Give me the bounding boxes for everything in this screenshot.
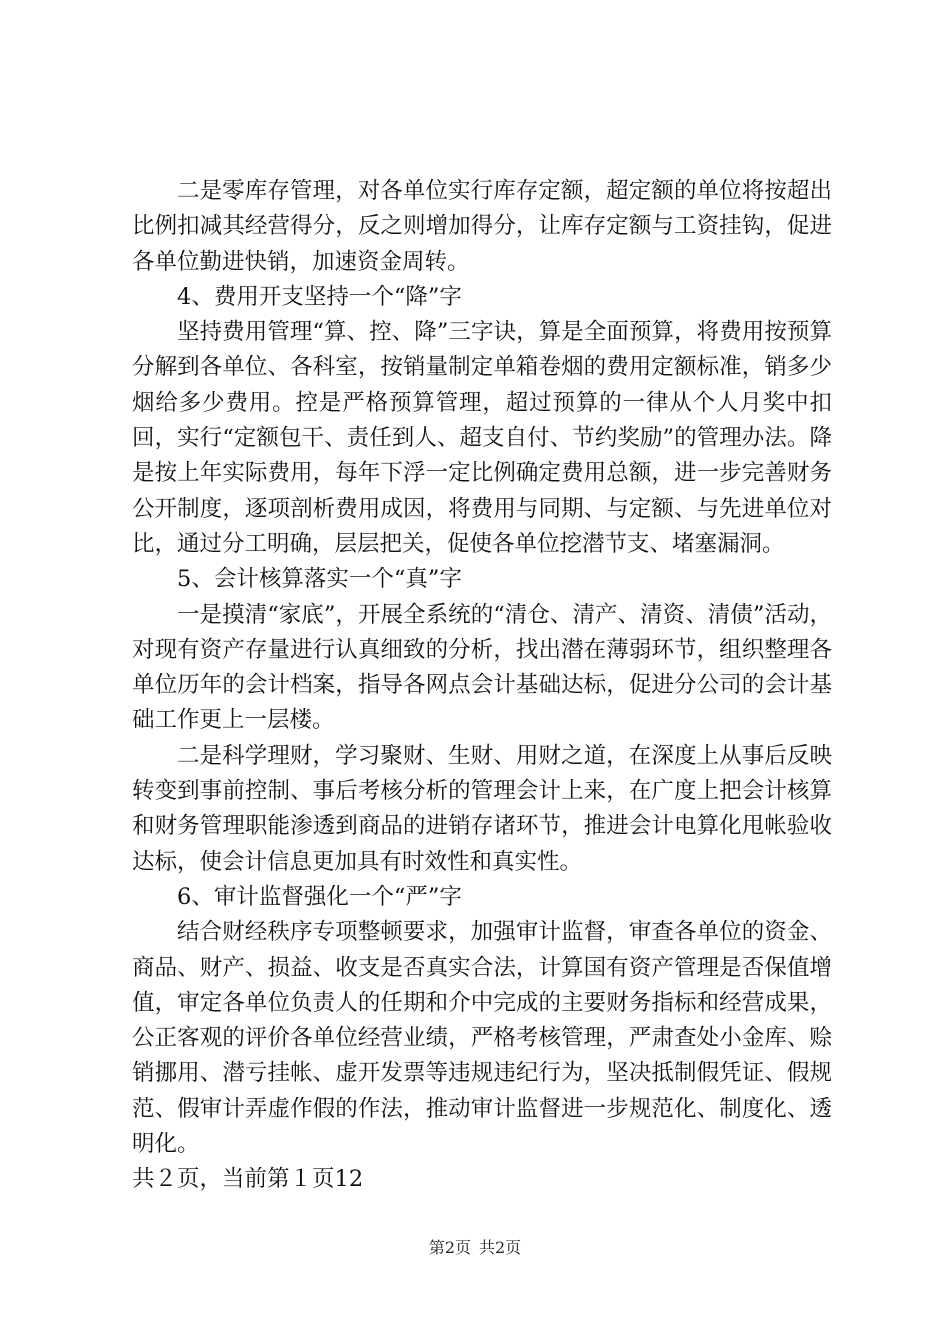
- section-heading-expense: 4、费用开支坚持一个“降”字: [177, 283, 462, 310]
- section-heading-accounting: 5、会计核算落实一个“真”字: [177, 566, 462, 593]
- paragraph-financial-management: 二是科学理财，学习聚财、生财、用财之道，在深度上从事后反映转变到事前控制、事后考核分析的管理会计上来，在广度上把会计核算和财务管理职能渗透到商品的进销存诸环节，推进会计电算化甩帐验收达标，使会计信息更加具有时效性和真实性。: [132, 742, 832, 875]
- paragraph-asset-check: 一是摸清“家底”，开展全系统的“清仓、清产、清资、清债”活动，对现有资产存量进行认真细致的分析，找出潜在薄弱环节，组织整理各单位历年的会计档案，指导各网点会计基础达标，促进分公司的会计基础工作更上一层楼。: [132, 601, 832, 734]
- document-body: [132, 174, 832, 1198]
- page-number: 第2页: [428, 1238, 471, 1257]
- section-heading-audit: 6、审计监督强化一个“严”字: [177, 883, 462, 910]
- paragraph-expense-management: 坚持费用管理“算、控、降”三字诀，算是全面预算，将费用按预算分解到各单位、各科室，按销量制定单箱卷烟的费用定额标准，销多少烟给多少费用。控是严格预算管理，超过预算的一律从个人月奖中扣回，实行“定额包干、责任到人、超支自付、节约奖励”的管理办法。降是按上年实际费用，每年下浮一定比例确定费用总额，进一步完善财务公开制度，逐项剖析费用成因，将费用与同期、与定额、与先进单位对比，通过分工明确，层层把关，促使各单位挖潜节支、堵塞漏洞。: [132, 319, 832, 557]
- paragraph-zero-inventory: 二是零库存管理，对各单位实行库存定额，超定额的单位将按超出比例扣减其经营得分，反之则增加得分，让库存定额与工资挂钩，促进各单位勤进快销，加速资金周转。: [132, 178, 832, 275]
- page-footer: [0, 1238, 950, 1258]
- page-total: 共2页: [479, 1238, 522, 1257]
- page-count-note: 共２页，当前第１页12: [132, 1166, 364, 1193]
- paragraph-audit-supervision: 结合财经秩序专项整顿要求，加强审计监督，审查各单位的资金、商品、财产、损益、收支是否真实合法，计算国有资产管理是否保值增值，审定各单位负责人的任期和介中完成的主要财务指标和经营成果，公正客观的评价各单位经营业绩，严格考核管理，严肃查处小金库、赊销挪用、潜亏挂帐、虚开发票等违规违纪行为，坚决抵制假凭证、假规范、假审计弄虚作假的作法，推动审计监督进一步规范化、制度化、透明化。: [132, 919, 832, 1158]
